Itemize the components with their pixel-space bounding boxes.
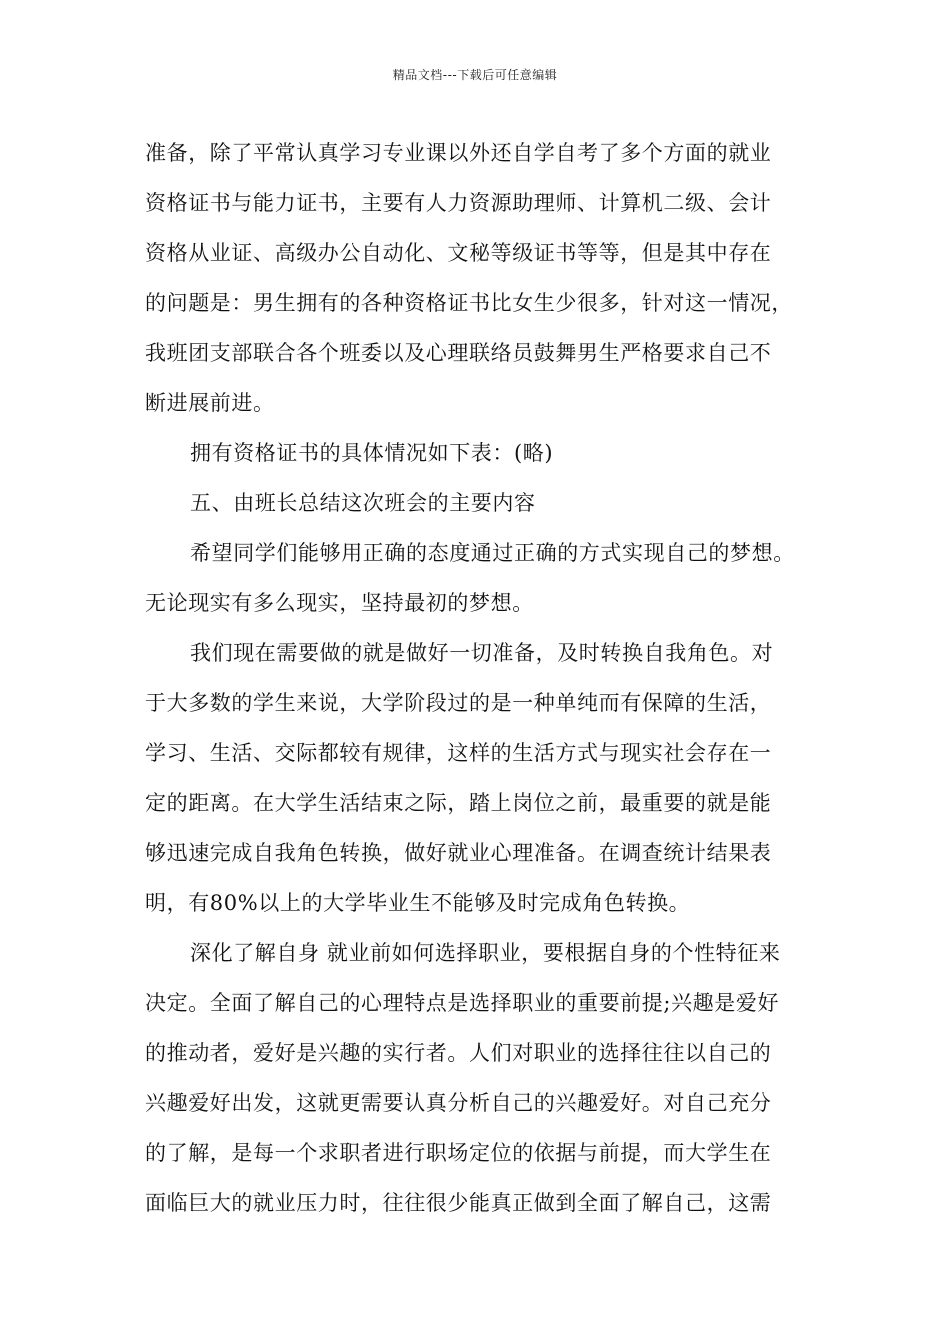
- text-line: 拥有资格证书的具体情况如下表：(略): [190, 441, 554, 465]
- text-line: 于大多数的学生来说，大学阶段过的是一种单纯而有保障的生活，: [145, 691, 772, 715]
- text-line: 兴趣爱好出发，这就更需要认真分析自己的兴趣爱好。对自己充分: [145, 1091, 772, 1115]
- paragraph: [145, 928, 810, 1228]
- text-line: 深化了解自身 就业前如何选择职业，要根据自身的个性特征来: [190, 941, 781, 965]
- text-line: 断进展前进。: [145, 391, 275, 415]
- paragraph: [145, 428, 810, 478]
- text-line: 资格从业证、高级办公自动化、文秘等级证书等等，但是其中存在: [145, 241, 772, 265]
- text-line: 五、由班长总结这次班会的主要内容: [190, 491, 536, 515]
- text-line: 无论现实有多么现实，坚持最初的梦想。: [145, 591, 534, 615]
- text-line: 够迅速完成自我角色转换，做好就业心理准备。在调查统计结果表: [145, 841, 772, 865]
- text-line: 面临巨大的就业压力时，往往很少能真正做到全面了解自己，这需: [145, 1191, 772, 1215]
- document-body: [145, 128, 810, 1228]
- text-line: 希望同学们能够用正确的态度通过正确的方式实现自己的梦想。: [190, 541, 795, 565]
- page-header: 精品文档---下载后可任意编辑: [392, 68, 558, 82]
- paragraph: [145, 478, 810, 528]
- text-line: 我们现在需要做的就是做好一切准备，及时转换自我角色。对: [190, 641, 774, 665]
- text-line: 准备，除了平常认真学习专业课以外还自学自考了多个方面的就业: [145, 141, 772, 165]
- paragraph: [145, 528, 810, 628]
- paragraph: [145, 128, 810, 428]
- text-line: 的了解，是每一个求职者进行职场定位的依据与前提，而大学生在: [145, 1141, 772, 1165]
- text-line: 定的距离。在大学生活结束之际，踏上岗位之前，最重要的就是能: [145, 791, 772, 815]
- text-line: 决定。全面了解自己的心理特点是选择职业的重要前提;兴趣是爱好: [145, 991, 780, 1015]
- text-line: 的问题是：男生拥有的各种资格证书比女生少很多，针对这一情况，: [145, 291, 793, 315]
- text-line: 资格证书与能力证书，主要有人力资源助理师、计算机二级、会计: [145, 191, 772, 215]
- text-line: 学习、生活、交际都较有规律，这样的生活方式与现实社会存在一: [145, 741, 772, 765]
- text-line: 的推动者，爱好是兴趣的实行者。人们对职业的选择往往以自己的: [145, 1041, 772, 1065]
- paragraph: [145, 628, 810, 928]
- text-line: 我班团支部联合各个班委以及心理联络员鼓舞男生严格要求自己不: [145, 341, 772, 365]
- text-line: 明，有80%以上的大学毕业生不能够及时完成角色转换。: [145, 891, 691, 915]
